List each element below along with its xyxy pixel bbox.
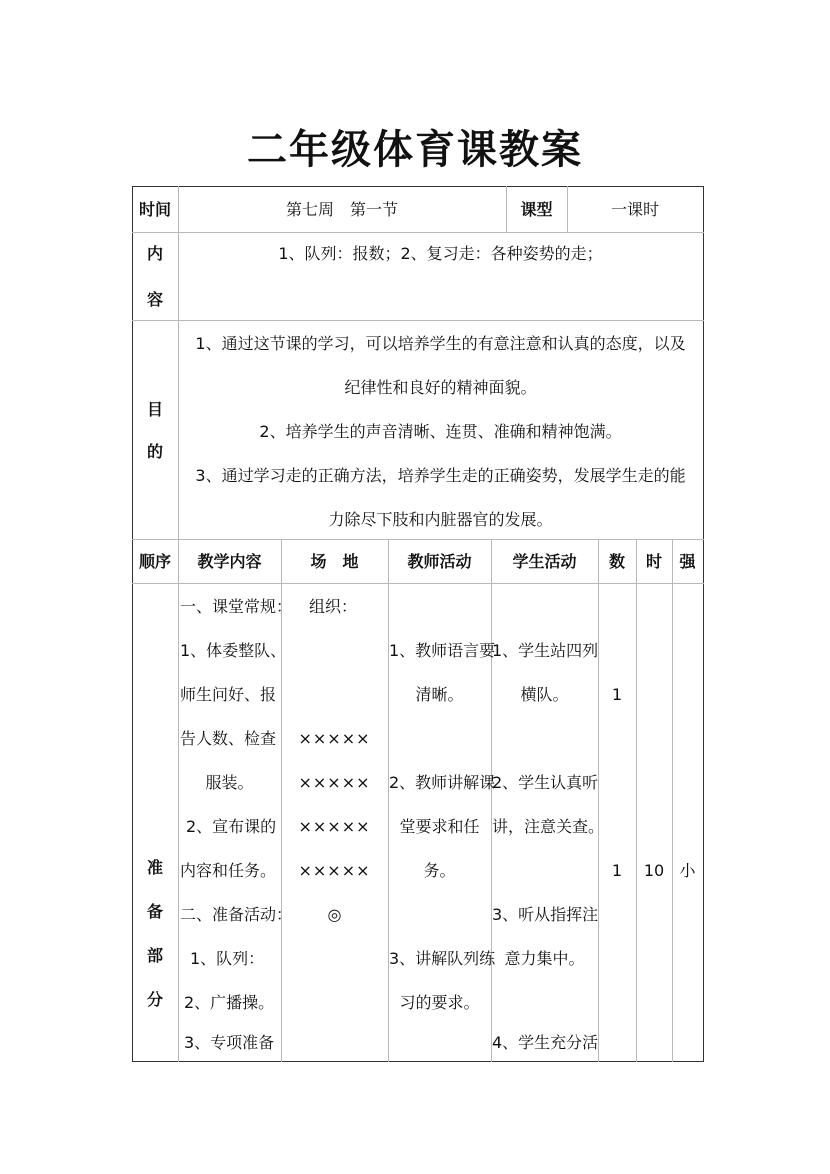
teaching-line: 服装。 bbox=[205, 773, 254, 792]
section-name-char: 部 bbox=[146, 946, 163, 965]
teaching-line: 3、专项准备 bbox=[184, 1033, 275, 1052]
formation-row: ××××× bbox=[298, 817, 371, 836]
type-value: 一课时 bbox=[610, 200, 659, 219]
content-label-1: 内 bbox=[146, 244, 163, 263]
type-label: 课型 bbox=[520, 200, 553, 219]
student-line: 讲，注意关查。 bbox=[492, 817, 605, 836]
page-title: 二年级体育课教案 bbox=[247, 127, 583, 173]
col-header: 时 bbox=[645, 552, 662, 571]
teacher-line: 1、教师语言要 bbox=[389, 641, 496, 660]
teacher-line: 2、教师讲解课 bbox=[389, 773, 496, 792]
teacher-line: 堂要求和任 bbox=[399, 817, 480, 836]
formation-row: ××××× bbox=[298, 773, 371, 792]
student-line: 2、学生认真听 bbox=[492, 773, 599, 792]
teaching-line: 2、广播操。 bbox=[184, 993, 275, 1012]
section-name-char: 备 bbox=[146, 902, 163, 921]
teaching-line: 1、体委整队、 bbox=[180, 641, 287, 660]
content-label-2: 容 bbox=[146, 290, 163, 309]
formation-row: ××××× bbox=[298, 729, 371, 748]
count-value: 1 bbox=[611, 861, 623, 880]
col-header: 学生活动 bbox=[512, 552, 577, 571]
student-line: 4、学生充分活 bbox=[492, 1033, 599, 1052]
teacher-position-symbol: ◎ bbox=[327, 905, 342, 924]
col-header: 场 地 bbox=[310, 552, 359, 571]
teacher-line: 3、讲解队列练 bbox=[389, 949, 496, 968]
time-value: 第七周 第一节 bbox=[285, 200, 398, 219]
teaching-line: 一、课堂常规： bbox=[180, 597, 293, 616]
purpose-line: 纪律性和良好的精神面貌。 bbox=[344, 378, 537, 397]
col-header: 强 bbox=[679, 552, 696, 571]
col-header: 教师活动 bbox=[407, 552, 472, 571]
content-text: 1、队列：报数；2、复习走：各种姿势的走； bbox=[278, 244, 603, 263]
teaching-line: 师生问好、报 bbox=[180, 685, 277, 704]
purpose-line: 2、培养学生的声音清晰、连贯、准确和精神饱满。 bbox=[259, 422, 622, 441]
col-header: 教学内容 bbox=[197, 552, 262, 571]
col-header: 顺序 bbox=[138, 552, 171, 571]
section-name-char: 准 bbox=[146, 858, 163, 877]
purpose-line: 1、通过这节课的学习，可以培养学生的有意注意和认真的态度，以及 bbox=[195, 334, 686, 353]
student-line: 横队。 bbox=[520, 685, 569, 704]
col-header: 数 bbox=[608, 552, 625, 571]
purpose-label-1: 目 bbox=[146, 400, 163, 419]
student-line: 3、听从指挥注 bbox=[492, 905, 599, 924]
teaching-line: 内容和任务。 bbox=[180, 861, 277, 880]
count-value: 1 bbox=[611, 685, 623, 704]
teacher-line: 清晰。 bbox=[415, 685, 464, 704]
teaching-line: 1、队列： bbox=[190, 949, 265, 968]
teaching-line: 2、宣布课的 bbox=[186, 817, 277, 836]
student-line: 意力集中。 bbox=[504, 949, 585, 968]
section-name-char: 分 bbox=[146, 990, 163, 1009]
intensity-value: 小 bbox=[679, 861, 696, 880]
teacher-line: 务。 bbox=[423, 861, 456, 880]
purpose-line: 力除尽下肢和内脏器官的发展。 bbox=[328, 510, 553, 529]
purpose-line: 3、通过学习走的正确方法，培养学生走的正确姿势，发展学生走的能 bbox=[195, 466, 686, 485]
student-line: 1、学生站四列 bbox=[492, 641, 599, 660]
purpose-label-2: 的 bbox=[146, 442, 163, 461]
formation-row: ××××× bbox=[298, 861, 371, 880]
venue-label: 组织： bbox=[309, 597, 358, 616]
teaching-line: 告人数、检查 bbox=[180, 729, 277, 748]
teaching-line: 二、准备活动： bbox=[180, 905, 293, 924]
time-minutes: 10 bbox=[643, 861, 665, 880]
time-label: 时间 bbox=[138, 200, 171, 219]
teacher-line: 习的要求。 bbox=[399, 993, 480, 1012]
